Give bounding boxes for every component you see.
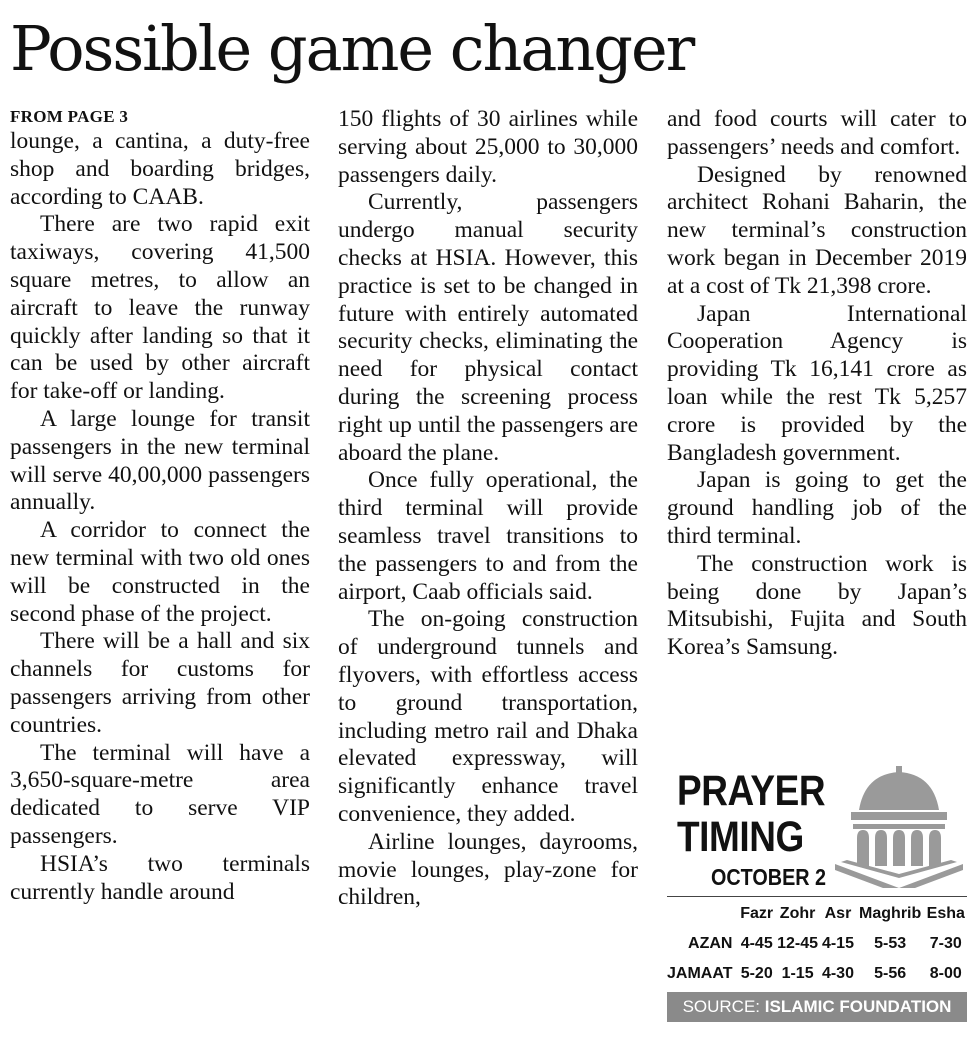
source-label: SOURCE:	[682, 997, 761, 1016]
empty-header-cell	[667, 899, 738, 929]
paragraph: There will be a hall and six channels for customs for passengers arriving from other countries.	[10, 628, 310, 738]
paragraph: A large lounge for transit passengers in the new terminal will serve 40,00,000 passengers annually.	[10, 405, 310, 516]
paragraph: A corridor to connect the new terminal with two old ones will be constructed in the second phase of the project.	[10, 517, 310, 627]
time-cell: 4-45	[740, 935, 773, 952]
mosque-icon	[835, 766, 963, 888]
row-label-jamaat: JAMAAT	[667, 965, 733, 982]
time-cell: 12-45	[777, 935, 819, 952]
paragraph: Japan International Cooperation Agency is providing Tk 16,141 crore as loan while the rest Tk 5,257 crore is provided by the Bangladesh government.	[667, 300, 967, 466]
paragraph: Currently, passengers undergo manual security checks at HSIA. However, this practice is set to be changed in future with entirely automated security checks, eliminating the need for physical contact during the screening process right up until the passengers are aboard the plane.	[338, 189, 638, 466]
paragraph: Airline lounges, dayrooms, movie lounges, play-zone for children,	[338, 828, 638, 911]
paragraph: Once fully operational, the third terminal will provide seamless travel transitions to the passengers to and from the airport, Caab officials said.	[338, 467, 638, 605]
paragraph: lounge, a cantina, a duty-free shop and boarding bridges, according to CAAB.	[10, 128, 310, 210]
time-cell: 8-00	[929, 965, 962, 982]
time-cell: 1-15	[781, 965, 814, 982]
table-header-row	[667, 899, 967, 929]
article-column-3	[667, 106, 967, 662]
time-cell: 4-30	[821, 965, 854, 982]
header-fazr: Fazr	[740, 905, 774, 922]
time-cell: 7-30	[929, 935, 962, 952]
time-cell: 5-56	[874, 965, 907, 982]
table-row	[667, 959, 967, 989]
time-cell: 5-20	[740, 965, 773, 982]
paragraph: Japan is going to get the ground handling job of the third terminal.	[667, 467, 967, 549]
header-maghrib: Maghrib	[859, 905, 922, 922]
paragraph: There are two rapid exit taxiways, covering 41,500 square metres, to allow an aircraft to leave the runway quickly after landing so that it can be used by other aircraft for take-off or landing.	[10, 211, 310, 405]
from-page-label: FROM PAGE 3	[10, 107, 129, 126]
row-label-azan: AZAN	[688, 935, 733, 952]
paragraph: 150 flights of 30 airlines while serving about 25,000 to 30,000 passengers daily.	[338, 106, 638, 188]
prayer-title: PRAYER	[677, 767, 826, 815]
paragraph: Designed by renowned architect Rohani Baharin, the new terminal’s construction work began in December 2019 at a cost of Tk 21,398 crore.	[667, 161, 967, 299]
header-asr: Asr	[824, 905, 852, 922]
paragraph: and food courts will cater to passengers’ needs and comfort.	[667, 106, 967, 160]
article-column-1	[10, 106, 310, 906]
article-column-2	[338, 106, 638, 912]
timing-title: TIMING	[677, 813, 804, 861]
prayer-times-table	[667, 899, 967, 989]
time-cell: 4-15	[821, 935, 854, 952]
headline: Possible game changer	[10, 12, 694, 85]
table-row	[667, 929, 967, 959]
paragraph: The terminal will have a 3,650-square-metre area dedicated to serve VIP passengers.	[10, 739, 310, 849]
header-zohr: Zohr	[779, 905, 816, 922]
prayer-timing-box	[667, 762, 967, 1024]
paragraph: The on-going construction of underground tunnels and flyovers, with effortless access to ground transportation, including metro rail and Dhaka elevated expressway, will significantly enhance travel convenience, they added.	[338, 606, 638, 827]
time-cell: 5-53	[874, 935, 907, 952]
table-top-rule	[667, 896, 967, 897]
prayer-date: OCTOBER 2	[711, 864, 827, 890]
source-name: ISLAMIC FOUNDATION	[764, 997, 952, 1016]
paragraph: The construction work is being done by Japan’s Mitsubishi, Fujita and South Korea’s Samsung.	[667, 550, 967, 661]
paragraph: HSIA’s two terminals currently handle around	[10, 850, 310, 905]
header-esha: Esha	[926, 905, 965, 922]
source-bar	[667, 992, 967, 1022]
